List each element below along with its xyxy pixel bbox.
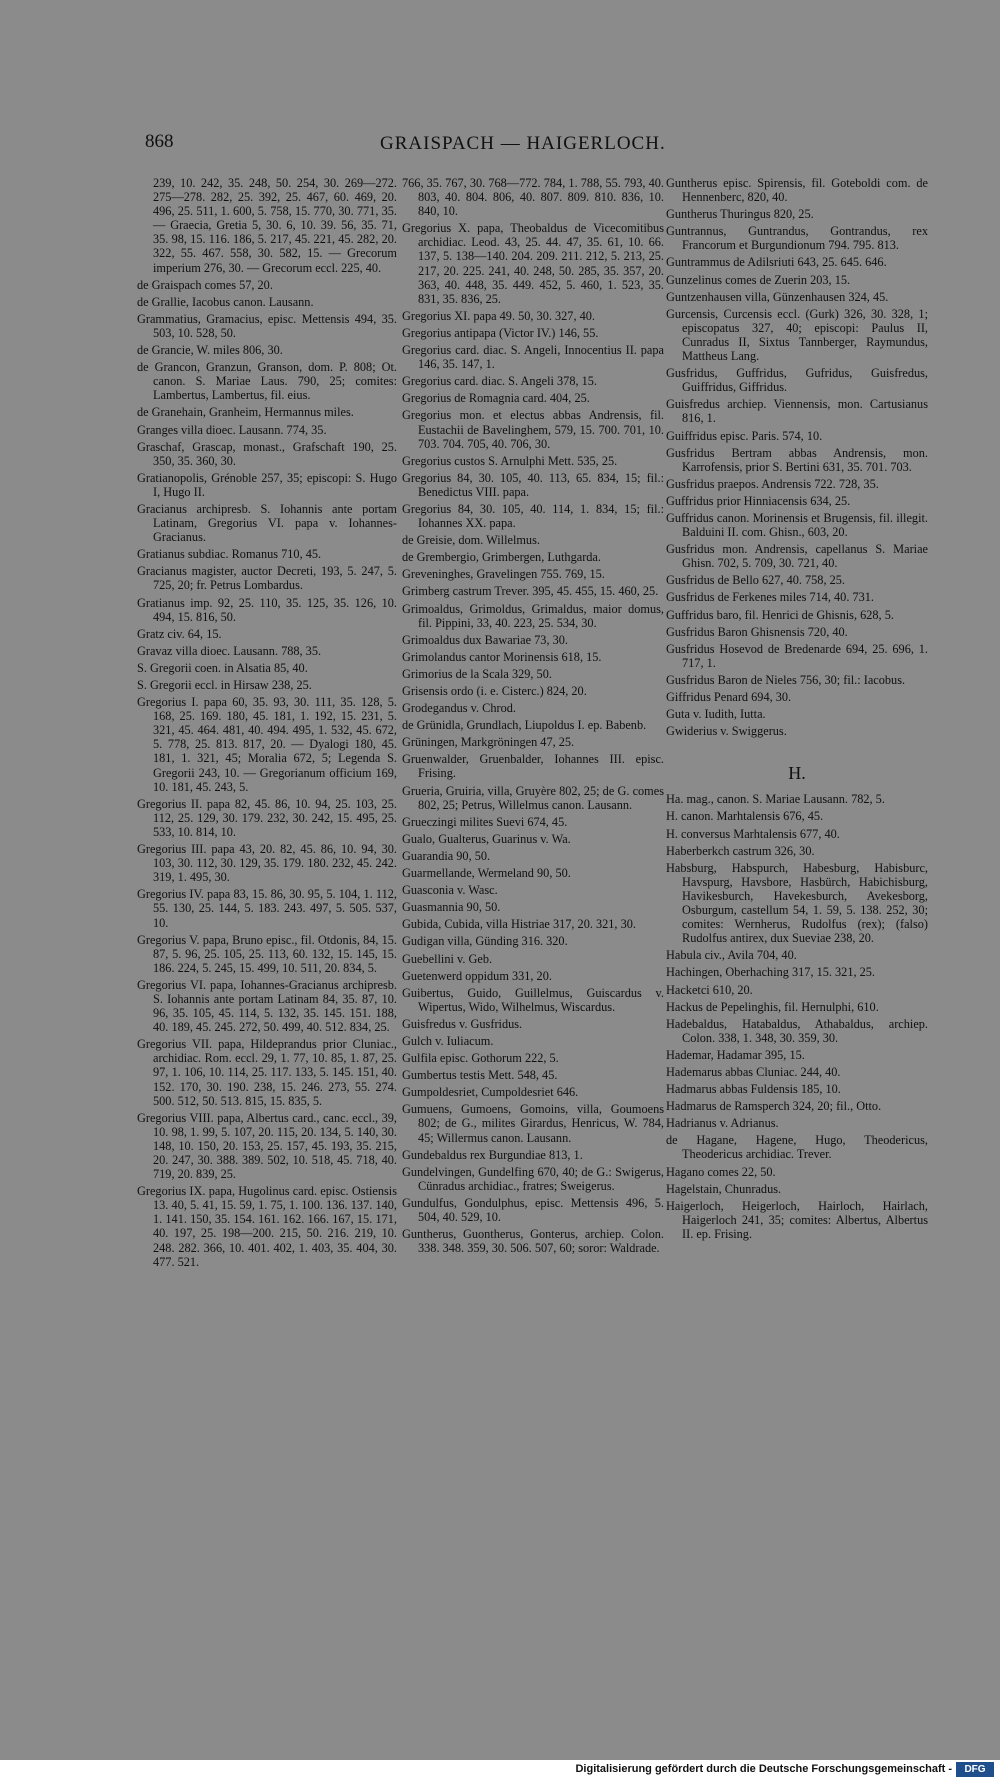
index-entry: Guetenwerd oppidum 331, 20.	[402, 968, 552, 983]
index-entry: de Grallie, Iacobus canon. Lausann.	[137, 294, 314, 309]
index-entry: Gregorius mon. et electus abbas Andrensis, fil. Eustachii de Bavelinghem, 579, 15. 700. 701, 10. 703. 704. 705, 40. 706, 30.	[402, 408, 664, 451]
index-entry: Guarandia 90, 50.	[402, 848, 491, 863]
index-entry: Hademar, Hadamar 395, 15.	[666, 1047, 805, 1062]
index-entry: Guisfredus v. Gusfridus.	[402, 1016, 523, 1031]
index-entry: Greveninghes, Gravelingen 755. 769, 15.	[402, 567, 605, 582]
index-entry: de Grembergio, Grimbergen, Luthgarda.	[402, 550, 601, 565]
index-entry: Gusfridus Hosevod de Bredenarde 694, 25. 696, 1. 717, 1.	[666, 641, 928, 670]
index-entry: de Grancie, W. miles 806, 30.	[137, 343, 283, 358]
index-entry: Gregorius de Romagnia card. 404, 25.	[402, 391, 590, 406]
index-entry: Guffridus canon. Morinensis et Brugensis, fil. illegit. Balduini II. com. Ghisn., 603, 20.	[666, 510, 928, 540]
index-entry: S. Gregorii coen. in Alsatia 85, 40.	[137, 660, 308, 675]
index-entry: Guta v. Iudith, Iutta.	[666, 707, 766, 722]
index-entry: Hachingen, Oberhaching 317, 15. 321, 25.	[666, 965, 875, 980]
index-entry: Guntrannus, Guntrandus, Gontrandus, rex Francorum et Burgundionum 794. 795. 813.	[666, 224, 928, 253]
index-entry: Grimoaldus, Grimoldus, Grimaldus, maior domus, fil. Pippini, 33, 40. 223, 25. 534, 30.	[402, 601, 664, 630]
index-entry: Haberberkch castrum 326, 30.	[666, 843, 815, 858]
index-entry: Ha. mag., canon. S. Mariae Lausann. 782, 5.	[666, 792, 885, 807]
index-entry: Gregorius V. papa, Bruno episc., fil. Otdonis, 84, 15. 87, 5. 96, 25. 105, 25. 113, 60. 132, 15. 145, 15. 186. 224, 5. 245, 15. 499, 10. 511, 20. 834, 5.	[137, 932, 397, 975]
index-column-3	[666, 176, 928, 1244]
index-entry: Habsburg, Habspurch, Habesburg, Habisburc, Havspurg, Havsbore, Hasbürch, Habichisburg, Havikesburch, Havekesburch, Avekesborg, Osburgum, castellum 54, 1. 59, 5. 138. 252, 30; comites: Wernherus, Rudolfus (rex); (falso) Rudolfus antirex, dux Sueviae 238, 20.	[666, 860, 928, 946]
index-entry: Gregorius VI. papa, Iohannes-Gracianus archipresb. S. Iohannis ante portam Latinam 84, 35. 87, 10. 96, 35. 105, 45. 114, 5. 132, 35. 145. 151. 188, 40. 189, 45. 245. 272, 50. 499, 40. 512. 834, 25.	[137, 977, 397, 1035]
index-entry: Hacketci 610, 20.	[666, 982, 753, 997]
index-entry: 766, 35. 767, 30. 768—772. 784, 1. 788, 55. 793, 40. 803, 40. 804. 806, 40. 807. 809. 810. 836, 10. 840, 10.	[402, 176, 664, 219]
index-entry: Gregorius II. papa 82, 45. 86, 10. 94, 25. 103, 25. 112, 25. 129, 30. 179. 232, 30. 242, 15. 495, 25. 533, 10. 814, 10.	[137, 796, 397, 839]
index-entry: Gregorius VII. papa, Hildeprandus prior Cluniac., archidiac. Rom. eccl. 29, 1. 77, 10. 85, 1. 87, 25. 97, 1. 106, 10. 114, 25. 117. 133, 5. 145. 151, 40. 152. 170, 30. 190. 238, 15. 246. 273, 55. 274. 500. 512, 50. 513. 815, 15. 835, 5.	[137, 1037, 397, 1108]
index-entry: Gundelvingen, Gundelfing 670, 40; de G.: Swigerus, Cünradus archidiac., fratres; Sweigerus.	[402, 1164, 664, 1193]
index-column-3-h-entries	[666, 792, 928, 1241]
index-entry: Gulfila episc. Gothorum 222, 5.	[402, 1051, 559, 1066]
index-entry: Gumuens, Gumoens, Gomoins, villa, Goumoens 802; de G., milites Girardus, Henricus, W. 784, 45; Willermus canon. Lausann.	[402, 1102, 664, 1145]
index-entry: Gusfridus Bertram abbas Andrensis, mon. Karrofensis, prior S. Bertini 631, 35. 701. 703.	[666, 445, 928, 474]
index-entry: de Grünidla, Grundlach, Liupoldus I. ep. Babenb.	[402, 718, 647, 733]
index-entry: Gudigan villa, Günding 316. 320.	[402, 934, 568, 949]
index-column-1	[137, 176, 397, 1272]
index-entry: Grisensis ordo (i. e. Cisterc.) 824, 20.	[402, 684, 587, 698]
index-entry: Grueria, Gruiria, villa, Gruyère 802, 25; de G. comes 802, 25; Petrus, Willelmus canon. Lausann.	[402, 783, 664, 812]
running-head: GRAISPACH — HAIGERLOCH.	[380, 133, 666, 154]
index-entry: Hadmarus abbas Fuldensis 185, 10.	[666, 1082, 841, 1097]
index-entry: Gualo, Gualterus, Guarinus v. Wa.	[402, 831, 571, 846]
index-entry: Gusfridus de Ferkenes miles 714, 40. 731.	[666, 590, 874, 605]
index-entry: Gregorius IX. papa, Hugolinus card. episc. Ostiensis 13. 40, 5. 41, 15. 59, 1. 75, 1. 100. 136. 137. 140, 1. 141. 150, 35. 154. 161. 162. 166. 167, 15. 171, 40. 197, 25. 198—200. 215, 50. 216. 219, 10. 248. 282. 366, 10. 401. 402, 1. 403, 35. 404, 30. 477. 521.	[137, 1184, 397, 1269]
index-entry: Gusfridus mon. Andrensis, capellanus S. Mariae Ghisn. 702, 5. 709, 30. 721, 40.	[666, 542, 928, 571]
index-entry: Gundebaldus rex Burgundiae 813, 1.	[402, 1147, 583, 1162]
index-entry: Grüningen, Markgröningen 47, 25.	[402, 735, 575, 750]
index-entry: Gubida, Cubida, villa Histriae 317, 20. 321, 30.	[402, 917, 636, 932]
index-entry: Gregorius card. diac. S. Angeli 378, 15.	[402, 374, 598, 389]
index-column-3-g-entries	[666, 176, 928, 738]
index-entry: de Greisie, dom. Willelmus.	[402, 533, 540, 548]
index-entry: Gracianus archipresb. S. Iohannis ante portam Latinam, Gregorius VI. papa v. Iohannes-Gracianus.	[137, 501, 397, 545]
index-entry: Haigerloch, Heigerloch, Hairloch, Hairlach, Haigerloch 241, 35; comites: Albertus, Albertus II. ep. Frising.	[666, 1198, 928, 1241]
index-entry: Gregorius IV. papa 83, 15. 86, 30. 95, 5. 104, 1. 112, 55. 130, 25. 144, 5. 183. 243. 497, 5. 505. 537, 10.	[137, 887, 397, 930]
index-entry: Graschaf, Grascap, monast., Grafschaft 190, 25. 350, 35. 360, 30.	[137, 439, 397, 468]
index-entry: Guntherus episc. Spirensis, fil. Goteboldi com. de Hennenberc, 820, 40.	[666, 176, 928, 205]
index-entry: de Grancon, Granzun, Granson, dom. P. 808; Ot. canon. S. Mariae Laus. 790, 25; comites: Lambertus, Lambertus, fil. eius.	[137, 360, 397, 403]
index-entry: Guntherus, Guontherus, Gonterus, archiep. Colon. 338. 348. 359, 30. 506. 507, 60; soror: Waldrade.	[402, 1227, 664, 1256]
index-entry: Gusfridus, Guffridus, Gufridus, Guisfredus, Guiffridus, Giffridus.	[666, 366, 928, 395]
index-entry: Giffridus Penard 694, 30.	[666, 690, 792, 704]
index-entry: Gregorius VIII. papa, Albertus card., canc. eccl., 39, 10. 98, 1. 99, 5. 107, 20. 115, 20. 134, 5. 140, 30. 148, 10. 150, 20. 153, 25. 157, 45. 193, 35. 215, 20. 247, 30. 388. 389. 502, 10. 518, 45. 718, 40. 719, 20. 839, 25.	[137, 1110, 397, 1182]
index-entry: Guibertus, Guido, Guillelmus, Guiscardus v. Wipertus, Wido, Wilhelmus, Wiscardus.	[402, 985, 664, 1014]
index-entry: Grimorius de la Scala 329, 50.	[402, 666, 552, 681]
index-entry: Hadebaldus, Hatabaldus, Athabaldus, archiep. Colon. 338, 1. 348, 30. 359, 30.	[666, 1016, 928, 1045]
section-letter-heading: H.	[788, 763, 806, 784]
index-entry: Hademarus abbas Cluniac. 244, 40.	[666, 1064, 841, 1079]
index-entry: Guffridus baro, fil. Henrici de Ghisnis, 628, 5.	[666, 607, 894, 622]
index-entry: Guntzenhausen villa, Günzenhausen 324, 45.	[666, 289, 889, 304]
index-entry: Grammatius, Gramacius, episc. Mettensis 494, 35. 503, 10. 528, 50.	[137, 311, 397, 340]
index-entry: Gregorius I. papa 60, 35. 93, 30. 111, 35. 128, 5. 168, 25. 169. 180, 45. 181, 1. 192, 15. 231, 5. 321, 45. 464. 481, 40. 494. 495, 1. 532, 45. 672, 5. 778, 25. 813. 817, 20. — Dyalogi 180, 45. 181, 1. 321, 45; Moralia 672, 5; Legenda S. Gregorii 243, 10. — Gregorianum officium 169, 10. 181, 45. 243, 5.	[137, 695, 397, 794]
index-entry: Guiffridus episc. Paris. 574, 10.	[666, 428, 823, 443]
index-entry: Gwiderius v. Swiggerus.	[666, 724, 787, 739]
index-entry: H. canon. Marhtalensis 676, 45.	[666, 809, 824, 824]
index-entry: Hadrianus v. Adrianus.	[666, 1116, 779, 1131]
index-entry: Gratz civ. 64, 15.	[137, 626, 222, 641]
index-entry: Gunzelinus comes de Zuerin 203, 15.	[666, 272, 851, 287]
index-entry: Gundulfus, Gondulphus, episc. Mettensis 496, 5. 504, 40. 529, 10.	[402, 1195, 664, 1224]
index-entry: Gumbertus testis Mett. 548, 45.	[402, 1068, 558, 1083]
index-entry: H. conversus Marhtalensis 677, 40.	[666, 826, 840, 841]
index-entry: Guffridus prior Hinniacensis 634, 25.	[666, 493, 851, 508]
index-entry: Grueczingi milites Suevi 674, 45.	[402, 814, 568, 829]
index-entry: Granges villa dioec. Lausann. 774, 35.	[137, 422, 327, 437]
index-entry: Gumpoldesriet, Cumpoldesriet 646.	[402, 1085, 579, 1100]
index-entry: Grimolandus cantor Morinensis 618, 15.	[402, 649, 602, 664]
index-entry: 239, 10. 242, 35. 248, 50. 254, 30. 269—272. 275—278. 282, 25. 392, 25. 467, 60. 469, 20. 496, 25. 511, 1. 600, 5. 758, 15. 770, 30. 771, 35. — Graecia, Gretia 5, 30. 6, 10. 39. 56, 35. 71, 35. 98, 15. 116. 186, 5. 217, 45. 221, 45. 282, 20. 322, 55. 467. 558, 30. 582, 15. — Grecorum imperium 276, 30. — Grecorum eccl. 225, 40.	[153, 176, 397, 275]
index-entry: Gracianus magister, auctor Decreti, 193, 5. 247, 5. 725, 20; fr. Petrus Lombardus.	[137, 564, 397, 593]
index-entry: Gregorius custos S. Arnulphi Mett. 535, 25.	[402, 453, 618, 468]
index-entry: Gulch v. Iuliacum.	[402, 1033, 494, 1048]
index-entry: Guasconia v. Wasc.	[402, 883, 498, 898]
page-number: 868	[145, 131, 174, 152]
index-entry: Gregorius X. papa, Theobaldus de Vicecomitibus archidiac. Leod. 43, 25. 44. 47, 35. 61, 10. 66. 137, 5. 138—140. 204. 209. 211. 212, 5. 213, 25. 217, 20. 225. 241, 40. 248, 50. 285, 35. 357, 20. 363, 40. 448, 35. 449. 452, 5. 460, 1. 523, 35. 831, 35. 836, 25.	[402, 221, 664, 306]
index-entry: Gusfridus praepos. Andrensis 722. 728, 35.	[666, 476, 879, 491]
index-entry: Guebellini v. Geb.	[402, 951, 493, 966]
index-entry: Gregorius antipapa (Victor IV.) 146, 55.	[402, 325, 599, 340]
index-entry: Gratianopolis, Grénoble 257, 35; episcopi: S. Hugo I, Hugo II.	[137, 470, 397, 499]
index-entry: Hagelstain, Chunradus.	[666, 1181, 782, 1196]
index-entry: Guntrammus de Adilsriuti 643, 25. 645. 646.	[666, 255, 887, 270]
index-entry: S. Gregorii eccl. in Hirsaw 238, 25.	[137, 678, 312, 692]
index-entry: Gurcensis, Curcensis eccl. (Gurk) 326, 30. 328, 1; episcopatus 327, 40; episcopi: Paulus II, Cunradus II, Sixtus Tannberger, Raymundus, Mattheus Lang.	[666, 306, 928, 364]
index-entry: Gregorius 84, 30. 105, 40. 114, 1. 834, 15; fil.: Iohannes XX. papa.	[402, 501, 664, 531]
index-entry: Guasmannia 90, 50.	[402, 900, 501, 915]
index-entry: Gregorius XI. papa 49. 50, 30. 327, 40.	[402, 308, 595, 323]
index-entry: Guisfredus archiep. Viennensis, mon. Cartusianus 816, 1.	[666, 397, 928, 426]
index-entry: Hagano comes 22, 50.	[666, 1164, 776, 1179]
index-entry: Gregorius III. papa 43, 20. 82, 45. 86, 10. 94, 30. 103, 30. 112, 30. 129, 35. 179. 180. 232, 45. 242. 319, 1. 495, 30.	[137, 842, 397, 885]
index-entry: Grimoaldus dux Bawariae 73, 30.	[402, 632, 568, 647]
index-entry: Gratianus imp. 92, 25. 110, 35. 125, 35. 126, 10. 494, 15. 816, 50.	[137, 595, 397, 624]
index-entry: Grimberg castrum Trever. 395, 45. 455, 15. 460, 25.	[402, 584, 659, 599]
index-entry: Gregorius 84, 30. 105, 40. 113, 65. 834, 15; fil.: Benedictus VIII. papa.	[402, 470, 664, 499]
index-entry: Gregorius card. diac. S. Angeli, Innocentius II. papa 146, 35. 147, 1.	[402, 343, 664, 372]
index-entry: Hadmarus de Ramsperch 324, 20; fil., Otto.	[666, 1099, 882, 1114]
index-entry: Gratianus subdiac. Romanus 710, 45.	[137, 547, 322, 562]
index-entry: Gusfridus de Bello 627, 40. 758, 25.	[666, 573, 845, 588]
index-entry: Gusfridus Baron de Nieles 756, 30; fil.: Iacobus.	[666, 672, 906, 687]
index-entry: Grodegandus v. Chrod.	[402, 701, 516, 716]
index-entry: Gruenwalder, Gruenbalder, Iohannes III. episc. Frising.	[402, 752, 664, 781]
index-entry: Guarmellande, Wermeland 90, 50.	[402, 866, 571, 881]
footer-bar	[0, 1760, 1000, 1779]
index-entry: Guntherus Thuringus 820, 25.	[666, 207, 814, 222]
footer-credit: Digitalisierung gefördert durch die Deutsche Forschungsgemeinschaft -	[575, 1763, 952, 1775]
index-entry: de Hagane, Hagene, Hugo, Theodericus, Theodericus archidiac. Trever.	[666, 1133, 928, 1162]
index-entry: de Graispach comes 57, 20.	[137, 277, 273, 292]
index-entry: Hackus de Pepelinghis, fil. Hernulphi, 610.	[666, 999, 879, 1014]
index-column-2	[402, 176, 664, 1258]
index-entry: Gravaz villa dioec. Lausann. 788, 35.	[137, 643, 322, 658]
index-entry: Habula civ., Avila 704, 40.	[666, 948, 797, 963]
dfg-logo-icon: DFG	[956, 1762, 994, 1777]
index-entry: Gusfridus Baron Ghisnensis 720, 40.	[666, 624, 848, 639]
index-entry: de Granehain, Granheim, Hermannus miles.	[137, 405, 354, 420]
